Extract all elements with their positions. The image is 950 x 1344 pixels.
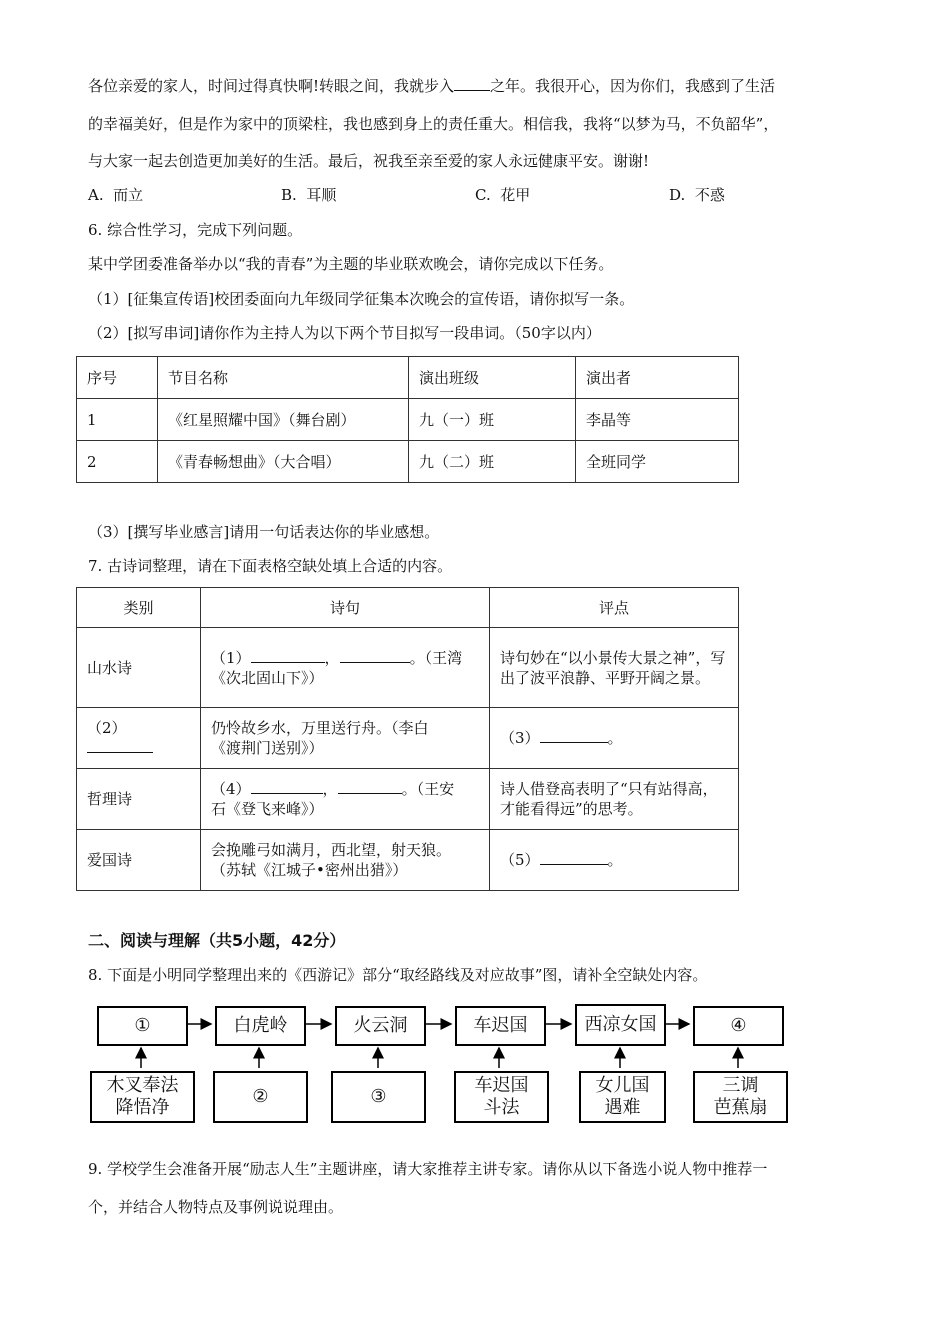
table-cell: 九（二）班 [409,441,576,483]
table-header: 评点 [490,588,739,628]
q6-task2: （2）[拟写串词]请你作为主持人为以下两个节目拟写一段串词。（50字以内） [88,324,601,342]
table-cell: 九（一）班 [409,399,576,441]
cell-text: 仍怜故乡水，万里送行舟。（李白 [211,719,429,737]
cell-text: 。（王安 [401,780,455,798]
table-cell: 山水诗 [77,628,201,708]
story-box-3: ③ [331,1071,426,1123]
intro-line-2: 的幸福美好，但是作为家中的顶梁柱，我也感到身上的责任重大。相信我，我将“以梦为马，不负韶华”， [88,115,779,133]
cell-text: 《次北固山下》） [211,668,324,687]
cell-text: 。 [607,851,623,869]
option-letter: B. [281,186,297,204]
cell-text: （5） [500,851,540,869]
table-cell: 李晶等 [576,399,739,441]
table-header: 演出班级 [409,357,576,399]
cell-text: ， [322,780,338,798]
option-text: 不惑 [694,186,725,204]
option-text: 耳顺 [306,186,337,204]
route-box-5: 西凉女国 [575,1004,666,1046]
cell-text: 《渡荆门送别》） [211,739,324,757]
cell-text: （1） [211,648,251,667]
option-letter: A. [88,186,104,204]
cell-text: 石《登飞来峰》） [211,800,324,818]
route-box-2: 白虎岭 [215,1006,306,1046]
story-text: 女儿国 [595,1075,650,1096]
table-cell: 诗人借登高表明了“只有站得高，才能看得远”的思考。 [490,769,739,830]
q9-line-2: 个，并结合人物特点及事例说说理由。 [88,1198,344,1216]
story-box-2: ② [213,1071,308,1123]
cell-text: （3） [500,729,540,747]
table-cell: 诗句妙在“以小景传大景之神”，写出了波平浪静、平野开阔之景。 [490,628,739,708]
cell-text: 。 [607,729,623,747]
option-text: 而立 [113,186,144,204]
q6-intro: 某中学团委准备举办以“我的青春”为主题的毕业联欢晚会，请你完成以下任务。 [88,255,614,273]
section-heading: 二、阅读与理解（共5小题，42分） [88,931,346,950]
table-cell: 全班同学 [576,441,739,483]
table-cell: 《红星照耀中国》（舞台剧） [158,399,409,441]
intro-text: 之年。我很开心，因为你们，我感到了生活 [490,77,776,95]
story-text: 遇难 [604,1097,641,1118]
table-cell: 《青春畅想曲》（大合唱） [158,441,409,483]
story-text: 芭蕉扇 [713,1097,768,1118]
table-header: 演出者 [576,357,739,399]
table-cell: 爱国诗 [77,830,201,891]
cell-text: （2） [87,719,127,737]
route-box-1: ① [97,1006,188,1046]
route-box-4: 车迟国 [455,1006,546,1046]
story-text: 木叉奉法 [106,1075,179,1096]
route-box-3: 火云洞 [335,1006,426,1046]
story-text: 三调 [722,1075,759,1096]
table-cell: 哲理诗 [77,769,201,830]
table-cell: 2 [77,441,158,483]
table-header: 节目名称 [158,357,409,399]
cell-text: 。（王湾 [409,648,463,667]
cell-text: ， [324,648,340,667]
table-cell: 1 [77,399,158,441]
q9-line-1: 9. 学校学生会准备开展“励志人生”主题讲座，请大家推荐主讲专家。请你从以下备选小说人物中推荐一 [88,1160,768,1178]
table-header: 诗句 [201,588,490,628]
cell-text: （苏轼《江城子•密州出猎》） [211,861,408,879]
story-text: 车迟国 [474,1075,529,1096]
cell-text: 会挽雕弓如满月，西北望，射天狼。 [211,841,452,859]
q6-task3: （3）[撰写毕业感言]请用一句话表达你的毕业感想。 [88,523,440,541]
option-letter: C. [475,186,491,204]
q8-title: 8. 下面是小明同学整理出来的《西游记》部分“取经路线及对应故事”图，请补全空缺处内容。 [88,966,708,984]
table-header: 类别 [77,588,201,628]
route-box-6: ④ [693,1006,784,1046]
story-text: 斗法 [483,1097,520,1118]
intro-text: 各位亲爱的家人，时间过得真快啊!转眼之间，我就步入 [88,77,455,95]
q7-title: 7. 古诗词整理，请在下面表格空缺处填上合适的内容。 [88,557,453,575]
table-header: 序号 [77,357,158,399]
cell-text: （4） [211,780,251,798]
option-text: 花甲 [500,186,531,204]
story-text: 降悟净 [115,1097,170,1118]
option-letter: D. [669,186,686,204]
q6-title: 6. 综合性学习，完成下列问题。 [88,221,303,239]
intro-line-3: 与大家一起去创造更加美好的生活。最后，祝我至亲至爱的家人永远健康平安。谢谢! [88,152,650,170]
q6-task1: （1）[征集宣传语]校团委面向九年级同学征集本次晚会的宣传语，请你拟写一条。 [88,290,635,308]
